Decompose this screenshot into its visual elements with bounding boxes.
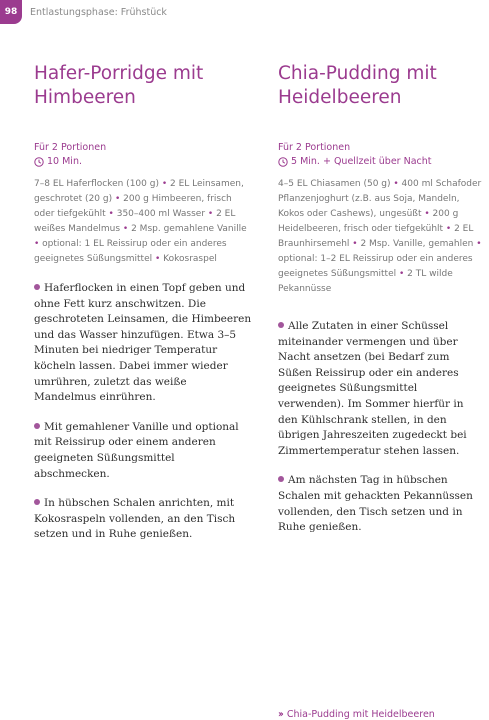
ingredient: Kokosraspel bbox=[163, 254, 217, 264]
bullet-separator-icon: • bbox=[152, 254, 164, 264]
bullet-separator-icon: • bbox=[158, 179, 170, 189]
recipe-title-line2: Heidelbeeren bbox=[278, 87, 402, 108]
next-recipe-link[interactable] bbox=[278, 709, 435, 720]
step-paragraph bbox=[34, 496, 252, 543]
ingredient: 2 Msp. gemahlene Vanille bbox=[131, 224, 247, 234]
prep-time bbox=[34, 155, 252, 169]
bullet-dot-icon bbox=[34, 423, 40, 429]
recipe-title-line1: Hafer-Porridge mit bbox=[34, 63, 204, 84]
ingredient: 2 EL Braunhirsemehl bbox=[278, 224, 474, 249]
ingredient: 350–400 ml Wasser bbox=[116, 209, 206, 219]
portions-label: Für 2 Portionen bbox=[34, 142, 107, 153]
bullet-separator-icon: • bbox=[105, 209, 117, 219]
page-number-badge bbox=[0, 0, 22, 24]
page-number: 98 bbox=[4, 7, 18, 17]
ingredients-list bbox=[34, 177, 252, 267]
bullet-separator-icon: • bbox=[390, 179, 402, 189]
bullet-separator-icon: • bbox=[205, 209, 217, 219]
recipe-title-line2: Himbeeren bbox=[34, 87, 136, 108]
bullet-separator-icon: • bbox=[443, 224, 455, 234]
ingredient: optional: 1–2 EL Reissirup oder ein anderes geeignetes Süßungsmittel bbox=[278, 254, 473, 279]
ingredient: optional: 1 EL Reissirup oder ein anderes geeignetes Süßungsmittel bbox=[34, 239, 227, 264]
prep-time-label: 5 Min. + Quellzeit über Nacht bbox=[291, 156, 432, 167]
ingredient: 200 g Himbeeren, frisch oder tiefgekühlt bbox=[34, 194, 232, 219]
step-paragraph bbox=[34, 420, 252, 482]
recipe-title bbox=[34, 62, 252, 110]
recipe-title bbox=[278, 62, 484, 110]
recipe-meta bbox=[278, 141, 484, 169]
step-text: Haferflocken in einen Topf geben und ohne Fett kurz anschwitzen. Die geschroteten Leinsamen, die Himbeeren und das Wasser hinzufügen. Etwa 3–5 Minuten bei niedriger Temperatur köcheln lassen. Dabei immer wieder umrühren, zuletzt das weiße Mandelmus einrühren. bbox=[34, 282, 252, 404]
steps-list bbox=[34, 281, 252, 543]
ingredient: 2 Msp. Vanille, gemahlen bbox=[360, 239, 474, 249]
step-paragraph bbox=[278, 319, 484, 459]
ingredient: 400 ml Schafoder Pflanzenjoghurt (z.B. aus Soja, Mandeln, Kokos oder Cashews), ungesüßt bbox=[278, 179, 482, 219]
bullet-separator-icon: • bbox=[396, 269, 408, 279]
bullet-dot-icon bbox=[34, 499, 40, 505]
bullet-separator-icon: • bbox=[120, 224, 132, 234]
clock-icon bbox=[278, 157, 288, 167]
bullet-separator-icon: • bbox=[34, 239, 43, 249]
step-text: Alle Zutaten in einer Schüssel miteinander vermengen und über Nacht ansetzen (bei Bedarf zum Süßen Reissirup oder ein anderes geeignetes Süßungsmittel verwenden). Im Sommer hierfür in den Kühlschrank stellen, in den übrigen Jahreszeiten zugedeckt bei Zimmertemperatur stehen lassen. bbox=[278, 320, 467, 457]
double-chevron-right-icon: ›› bbox=[278, 709, 282, 720]
ingredient: 200 g Heidelbeeren, frisch oder tiefgekühlt bbox=[278, 209, 459, 234]
portions-label: Für 2 Portionen bbox=[278, 142, 351, 153]
bullet-dot-icon bbox=[34, 284, 40, 290]
step-text: In hübschen Schalen anrichten, mit Kokosraspeln vollenden, an den Tisch setzen und in Ruhe genießen. bbox=[34, 497, 236, 541]
running-head: Entlastungsphase: Frühstück bbox=[30, 7, 167, 18]
bullet-separator-icon: • bbox=[421, 209, 433, 219]
next-recipe-label: Chia-Pudding mit Heidelbeeren bbox=[286, 709, 435, 720]
recipe-column-left bbox=[34, 62, 252, 543]
bullet-separator-icon: • bbox=[473, 239, 482, 249]
prep-time bbox=[278, 155, 484, 169]
step-text: Am nächsten Tag in hübschen Schalen mit gehackten Pekannüssen vollenden, den Tisch setzen und in Ruhe genießen. bbox=[278, 474, 473, 534]
prep-time-label: 10 Min. bbox=[47, 156, 82, 167]
bullet-separator-icon: • bbox=[112, 194, 124, 204]
ingredients-list bbox=[278, 177, 484, 297]
ingredient: 2 TL wilde Pekannüsse bbox=[278, 269, 453, 294]
bullet-dot-icon bbox=[278, 322, 284, 328]
step-paragraph bbox=[278, 473, 484, 535]
step-paragraph bbox=[34, 281, 252, 406]
recipe-title-line1: Chia-Pudding mit bbox=[278, 63, 437, 84]
recipe-column-right bbox=[278, 62, 484, 536]
bullet-dot-icon bbox=[278, 476, 284, 482]
ingredient: 2 EL weißes Mandelmus bbox=[34, 209, 236, 234]
bullet-separator-icon: • bbox=[349, 239, 361, 249]
recipe-meta bbox=[34, 141, 252, 169]
ingredient: 4–5 EL Chiasamen (50 g) bbox=[278, 179, 391, 189]
ingredient: 2 EL Leinsamen, geschrotet (20 g) bbox=[34, 179, 244, 204]
ingredient: 7–8 EL Haferflocken (100 g) bbox=[34, 179, 159, 189]
steps-list bbox=[278, 319, 484, 536]
step-text: Mit gemahlener Vanille und optional mit Reissirup oder einem anderen geeigneten Süßungsmittel abschmecken. bbox=[34, 420, 239, 480]
clock-icon bbox=[34, 157, 44, 167]
